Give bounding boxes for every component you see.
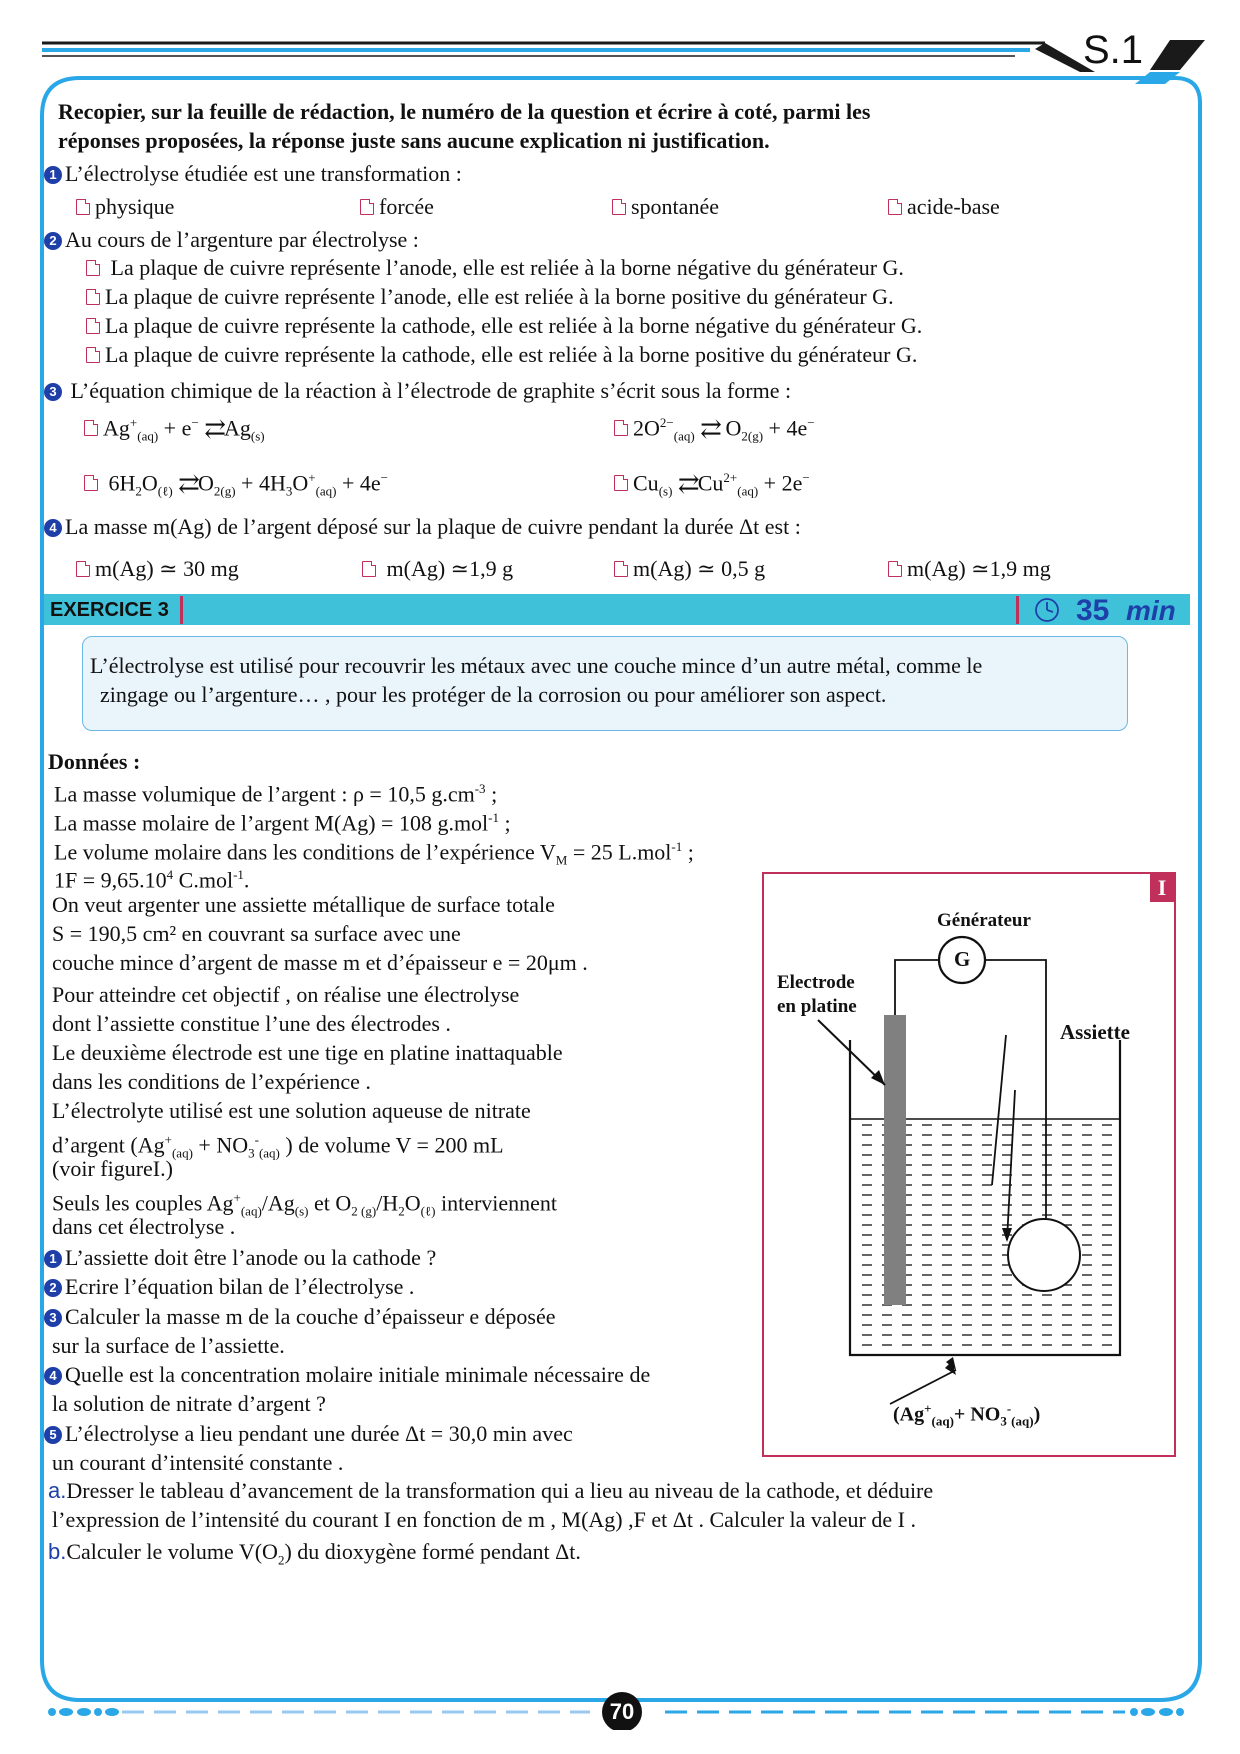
figure-tag-label: I bbox=[1157, 875, 1167, 900]
data-rho: La masse volumique de l’argent : ρ = 10,5 $g.cm^{-3}$ ; bbox=[54, 781, 498, 807]
page-number: 70 bbox=[609, 1699, 635, 1724]
q1-option-4[interactable]: acide-base bbox=[888, 194, 1000, 220]
exercise-question-4: 4 Quelle est la concentration molaire initiale minimale nécessaire de bbox=[44, 1362, 650, 1388]
q4-option-3[interactable]: m(Ag) ≃ 0,5 g bbox=[614, 556, 765, 582]
q4-option-4[interactable]: m(Ag) ≃1,9 mg bbox=[888, 556, 1051, 582]
exercise-title: EXERCICE 3 bbox=[50, 599, 169, 621]
number-3-icon: 3 bbox=[44, 1309, 62, 1327]
question-4 bbox=[44, 514, 801, 540]
time-value: 35 bbox=[1076, 594, 1110, 627]
statement-line: (voir figureI.) bbox=[52, 1156, 173, 1181]
q2-option-4[interactable]: La plaque de cuivre représente la cathode, elle est reliée à la borne positive du générateur G. bbox=[86, 342, 917, 368]
statement-line: L’électrolyte utilisé est une solution aqueuse de nitrate bbox=[52, 1098, 531, 1123]
statement-couples: Seuls les couples $Ag^+_{(aq)}/Ag_{(s)}$ et $O_{2 (g)}/H_2O_{(\ell)}$ interviennent bbox=[52, 1190, 558, 1219]
electrode-label-1: Electrode bbox=[777, 972, 855, 993]
q2-option-2[interactable]: La plaque de cuivre représente l’anode, elle est reliée à la borne positive du générateur G. bbox=[86, 284, 894, 310]
question-1-text: L’électrolyse étudiée est une transformation : bbox=[65, 161, 462, 186]
checkbox-icon[interactable] bbox=[76, 199, 90, 215]
checkbox-icon[interactable] bbox=[362, 561, 376, 577]
question-3-text: L’équation chimique de la réaction à l’électrode de graphite s’écrit sous la forme : bbox=[70, 378, 792, 403]
checkbox-icon[interactable] bbox=[86, 289, 100, 305]
checkbox-icon[interactable] bbox=[86, 318, 100, 334]
q3-option-4[interactable]: $Cu_{(s)}$ $⇄Cu^{2+}_{(aq)} + 2e^-$ bbox=[614, 465, 810, 505]
checkbox-icon[interactable] bbox=[84, 475, 98, 491]
number-2-icon: 2 bbox=[44, 1279, 62, 1297]
q4-option-1[interactable]: m(Ag) ≃ 30 mg bbox=[76, 556, 239, 582]
exercise-question-3: 3 Calculer la masse m de la couche d’épaisseur e déposée bbox=[44, 1304, 556, 1330]
time-divider bbox=[1016, 596, 1019, 624]
question-2 bbox=[44, 227, 419, 253]
data-title: Données : bbox=[48, 749, 141, 774]
statement-line: couche mince d’argent de masse m et d’épaisseur e = 20μm . bbox=[52, 950, 588, 975]
q1-option-1[interactable]: physique bbox=[76, 194, 174, 220]
intro-line-2: réponses proposées, la réponse juste sans aucune explication ni justification. bbox=[58, 128, 770, 153]
equilibrium-arrow-icon: ⇄ bbox=[178, 469, 198, 499]
q3-option-3[interactable]: $6H_2O_{(\ell)}$ $⇄O_{2(g)} + 4H_3O^+_{(aq)} + 4e^-$ bbox=[84, 465, 388, 505]
question-2-text: Au cours de l’argenture par électrolyse : bbox=[65, 227, 419, 252]
q1-option-2[interactable]: forcée bbox=[360, 194, 434, 220]
section-label: S.1 bbox=[1083, 28, 1144, 72]
exercise-question-5-cont: un courant d’intensité constante . bbox=[52, 1450, 344, 1475]
checkbox-icon[interactable] bbox=[86, 260, 100, 276]
generator-symbol: G bbox=[954, 947, 971, 971]
checkbox-icon[interactable] bbox=[614, 475, 628, 491]
intro-line-1: Recopier, sur la feuille de rédaction, le numéro de la question et écrire à coté, parmi les bbox=[58, 99, 871, 124]
q3-option-2[interactable]: $2O^{2-}_{(aq)}$ ⇄ $O_{2(g)} + 4e^-$ bbox=[614, 410, 815, 450]
exercise-question-4-cont: la solution de nitrate d’argent ? bbox=[52, 1391, 326, 1416]
electrode-label-2: en platine bbox=[777, 996, 857, 1017]
statement-line: On veut argenter une assiette métallique de surface totale bbox=[52, 892, 555, 917]
checkbox-icon[interactable] bbox=[612, 199, 626, 215]
statement-line: dans cet électrolyse . bbox=[52, 1214, 236, 1239]
number-4-icon: 4 bbox=[44, 1367, 62, 1385]
checkbox-icon[interactable] bbox=[76, 561, 90, 577]
statement-line: Le deuxième électrode est une tige en platine inattaquable bbox=[52, 1040, 563, 1065]
exercise-title-divider bbox=[180, 596, 183, 624]
clock-icon bbox=[1034, 597, 1060, 623]
time-unit: min bbox=[1126, 595, 1176, 626]
exercise-question-5a: a.Dresser le tableau d’avancement de la transformation qui a lieu au niveau de la cathode, et déduire bbox=[48, 1478, 934, 1503]
generator-label: Générateur bbox=[937, 910, 1031, 931]
number-5-icon: 5 bbox=[44, 1426, 62, 1444]
exercise-question-1: 1 L’assiette doit être l’anode ou la cathode ? bbox=[44, 1245, 436, 1271]
exercise-question-5a-cont: l’expression de l’intensité du courant I en fonction de m , M(Ag) ,F et Δt . Calculer la valeur de I . bbox=[52, 1507, 916, 1532]
question-2-number: 2 bbox=[44, 232, 62, 250]
q4-option-2[interactable]: m(Ag) ≃1,9 g bbox=[362, 556, 513, 582]
equilibrium-arrow-icon: ⇄ bbox=[700, 414, 720, 444]
statement-line: dans les conditions de l’expérience . bbox=[52, 1069, 371, 1094]
question-3-number: 3 bbox=[44, 383, 62, 401]
q1-option-3[interactable]: spontanée bbox=[612, 194, 719, 220]
solution-label: $(Ag^+_{(aq)}+ NO_3^-_{(aq)})$ bbox=[893, 1401, 1041, 1429]
checkbox-icon[interactable] bbox=[84, 420, 98, 436]
checkbox-icon[interactable] bbox=[86, 347, 100, 363]
exercise-question-2: 2 Ecrire l’équation bilan de l’électrolyse . bbox=[44, 1274, 414, 1300]
statement-line: Pour atteindre cet objectif , on réalise une électrolyse bbox=[52, 982, 520, 1007]
equilibrium-arrow-icon: ⇄ bbox=[204, 414, 224, 444]
statement-electrolyte: d’argent ($Ag^+_{(aq)} + NO_3^-_{(aq)}$ ) de volume V = 200 mL bbox=[52, 1132, 504, 1161]
context-line-1: L’électrolyse est utilisé pour recouvrir les métaux avec une couche mince d’un autre métal, comme le bbox=[90, 653, 983, 678]
exercise-question-5b: b.Calculer le volume $V(O_2)$ du dioxygène formé pendant Δt. bbox=[48, 1539, 581, 1568]
exercise-question-5: 5 L’électrolyse a lieu pendant une durée Δt = 30,0 min avec bbox=[44, 1421, 573, 1447]
question-4-text: La masse m(Ag) de l’argent déposé sur la plaque de cuivre pendant la durée Δt est : bbox=[65, 514, 801, 539]
q2-option-3[interactable]: La plaque de cuivre représente la cathode, elle est reliée à la borne négative du générateur G. bbox=[86, 313, 922, 339]
data-molar-volume: Le volume molaire dans les conditions de l’expérience $V_M = 25$ L.mol$^{-1}$ ; bbox=[54, 839, 694, 868]
q3-option-1[interactable]: $Ag^+_{(aq)} + e^-$ $⇄Ag_{(s)}$ bbox=[84, 410, 265, 450]
question-3 bbox=[44, 378, 791, 404]
context-line-2: zingage ou l’argenture… , pour les protéger de la corrosion ou pour améliorer son aspect. bbox=[100, 682, 887, 707]
question-1 bbox=[44, 161, 462, 187]
checkbox-icon[interactable] bbox=[614, 561, 628, 577]
question-1-number: 1 bbox=[44, 166, 62, 184]
exercise-question-3-cont: sur la surface de l’assiette. bbox=[52, 1333, 285, 1358]
number-1-icon: 1 bbox=[44, 1250, 62, 1268]
statement-line: dont l’assiette constitue l’une des électrodes . bbox=[52, 1011, 451, 1036]
data-faraday: $1F = 9,65.10^4$ C.mol$^{-1}$. bbox=[54, 867, 250, 893]
checkbox-icon[interactable] bbox=[888, 199, 902, 215]
q2-option-1[interactable]: La plaque de cuivre représente l’anode, elle est reliée à la borne négative du générateur G. bbox=[86, 255, 904, 281]
question-4-number: 4 bbox=[44, 519, 62, 537]
checkbox-icon[interactable] bbox=[360, 199, 374, 215]
plate-label: Assiette bbox=[1060, 1020, 1130, 1044]
statement-line: S = 190,5 cm² en couvrant sa surface avec une bbox=[52, 921, 461, 946]
equilibrium-arrow-icon: ⇄ bbox=[677, 469, 698, 499]
data-molar-mass: La masse molaire de l’argent M(Ag) = 108 g.mol$^{-1}$ ; bbox=[54, 810, 511, 836]
checkbox-icon[interactable] bbox=[888, 561, 902, 577]
checkbox-icon[interactable] bbox=[614, 420, 628, 436]
